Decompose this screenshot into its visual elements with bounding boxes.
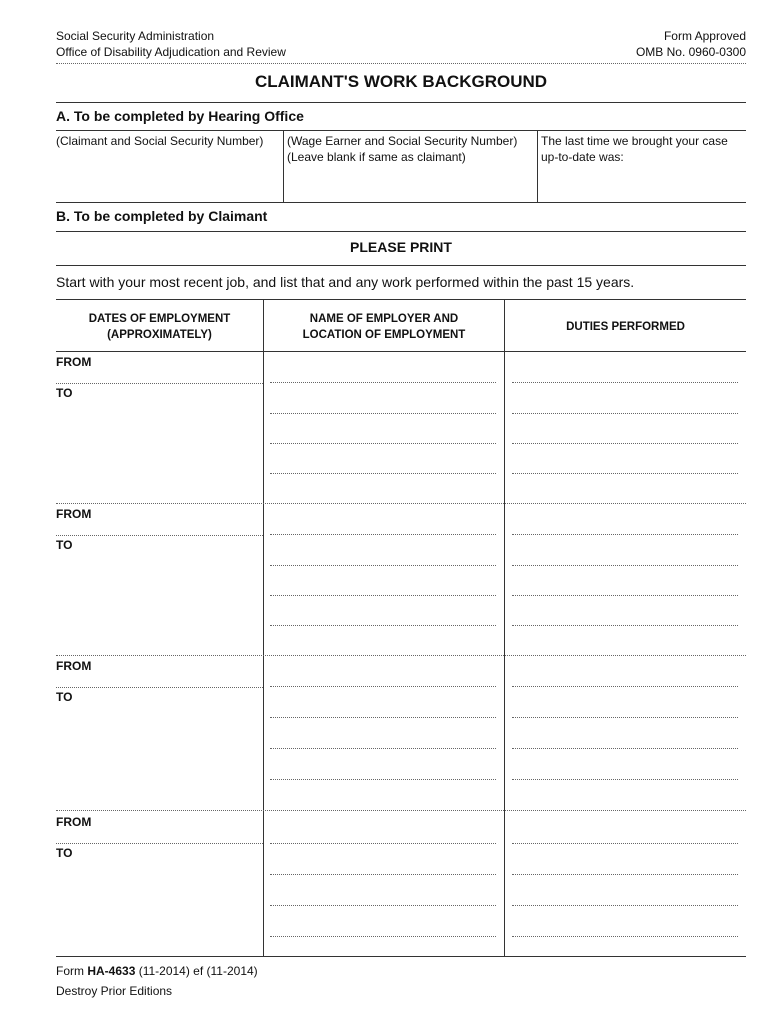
row3-duties-line-1[interactable] [512,686,738,687]
claimant-field[interactable] [56,134,263,150]
section-b-heading: B. To be completed by Claimant [56,208,268,224]
wage-earner-note: (Leave blank if same as claimant) [287,149,466,164]
row1-employer-line-4[interactable] [270,473,496,474]
row2-employer-line-1[interactable] [270,534,496,535]
last-update-label-cont: up-to-date was: [541,149,624,164]
form-edition: (11-2014) ef (11-2014) [135,964,258,978]
section-a-heading: A. To be completed by Hearing Office [56,108,304,124]
row2-employer-line-3[interactable] [270,595,496,596]
form-number: HA-4633 [87,964,136,978]
row1-from-line[interactable] [56,383,263,384]
col-header-employer-line2: LOCATION OF EMPLOYMENT [302,329,466,341]
row2-to-label: TO [56,538,73,552]
row1-bottom-rule [56,503,746,504]
row1-from-label: FROM [56,355,92,369]
row2-employer-line-2[interactable] [270,565,496,566]
please-print: PLEASE PRINT [350,239,452,255]
col-header-duties: DUTIES PERFORMED [566,321,685,333]
row3-employer-line-1[interactable] [270,686,496,687]
row4-duties-line-2[interactable] [512,874,738,875]
row1-to-label: TO [56,386,73,400]
table-divider-1 [263,299,264,956]
table-top-rule [56,299,746,300]
col-header-employer-line1: NAME OF EMPLOYER AND [309,313,459,325]
form-prefix: Form [56,964,88,978]
row4-from-line[interactable] [56,843,263,844]
table-header-rule [56,351,746,352]
row4-to-label: TO [56,846,73,860]
row3-duties-line-3[interactable] [512,748,738,749]
please-print-rule [56,265,746,266]
row4-duties-line-4[interactable] [512,936,738,937]
row3-bottom-rule [56,810,746,811]
last-update-label: The last time we brought your case [541,134,728,148]
col-header-employer [264,311,504,343]
agency-name: Social Security Administration [56,29,215,43]
row1-duties-line-3[interactable] [512,443,738,444]
claimant-label: (Claimant and Social Security Number) [56,134,264,148]
row2-from-label: FROM [56,507,92,521]
table-divider-2 [504,299,505,956]
section-a-divider-2 [537,130,538,202]
destroy-notice: Destroy Prior Editions [56,984,173,998]
table-bottom-rule [56,956,746,957]
omb-number: OMB No. 0960-0300 [635,45,746,59]
row3-employer-line-2[interactable] [270,717,496,718]
row3-duties-line-2[interactable] [512,717,738,718]
row2-duties-line-4[interactable] [512,625,738,626]
section-a-bottom-rule [56,202,746,203]
row1-employer-line-3[interactable] [270,443,496,444]
last-update-field[interactable] [541,134,728,165]
header-divider [56,63,746,64]
form-title: CLAIMANT'S WORK BACKGROUND [254,72,548,91]
col-header-dates [56,311,263,343]
section-a-divider-1 [283,130,284,202]
row1-duties-line-4[interactable] [512,473,738,474]
row1-employer-line-2[interactable] [270,413,496,414]
col-header-dates-line2: (APPROXIMATELY) [107,329,212,341]
row2-duties-line-2[interactable] [512,565,738,566]
row3-duties-line-4[interactable] [512,779,738,780]
row1-employer-line-1[interactable] [270,382,496,383]
section-a-top-rule [56,130,746,131]
row4-employer-line-1[interactable] [270,843,496,844]
row4-duties-line-3[interactable] [512,905,738,906]
office-name: Office of Disability Adjudication and Review [56,45,286,59]
instructions: Start with your most recent job, and list that and any work performed within the past 15 years. [56,274,635,290]
row1-duties-line-2[interactable] [512,413,738,414]
row2-bottom-rule [56,655,746,656]
form-number-line [56,961,258,981]
row3-from-line[interactable] [56,687,263,688]
row2-duties-line-1[interactable] [512,534,738,535]
row2-from-line[interactable] [56,535,263,536]
row2-duties-line-3[interactable] [512,595,738,596]
row4-duties-line-1[interactable] [512,843,738,844]
row4-employer-line-2[interactable] [270,874,496,875]
wage-earner-label: (Wage Earner and Social Security Number) [287,134,518,148]
row3-employer-line-4[interactable] [270,779,496,780]
row4-employer-line-4[interactable] [270,936,496,937]
wage-earner-field[interactable] [287,134,517,165]
row3-employer-line-3[interactable] [270,748,496,749]
form-approved: Form Approved [663,29,746,43]
row3-from-label: FROM [56,659,92,673]
title-divider [56,102,746,103]
col-header-dates-line1: DATES OF EMPLOYMENT [88,313,231,325]
row4-employer-line-3[interactable] [270,905,496,906]
section-b-rule [56,231,746,232]
row1-duties-line-1[interactable] [512,382,738,383]
row4-from-label: FROM [56,815,92,829]
row3-to-label: TO [56,690,73,704]
row2-employer-line-4[interactable] [270,625,496,626]
